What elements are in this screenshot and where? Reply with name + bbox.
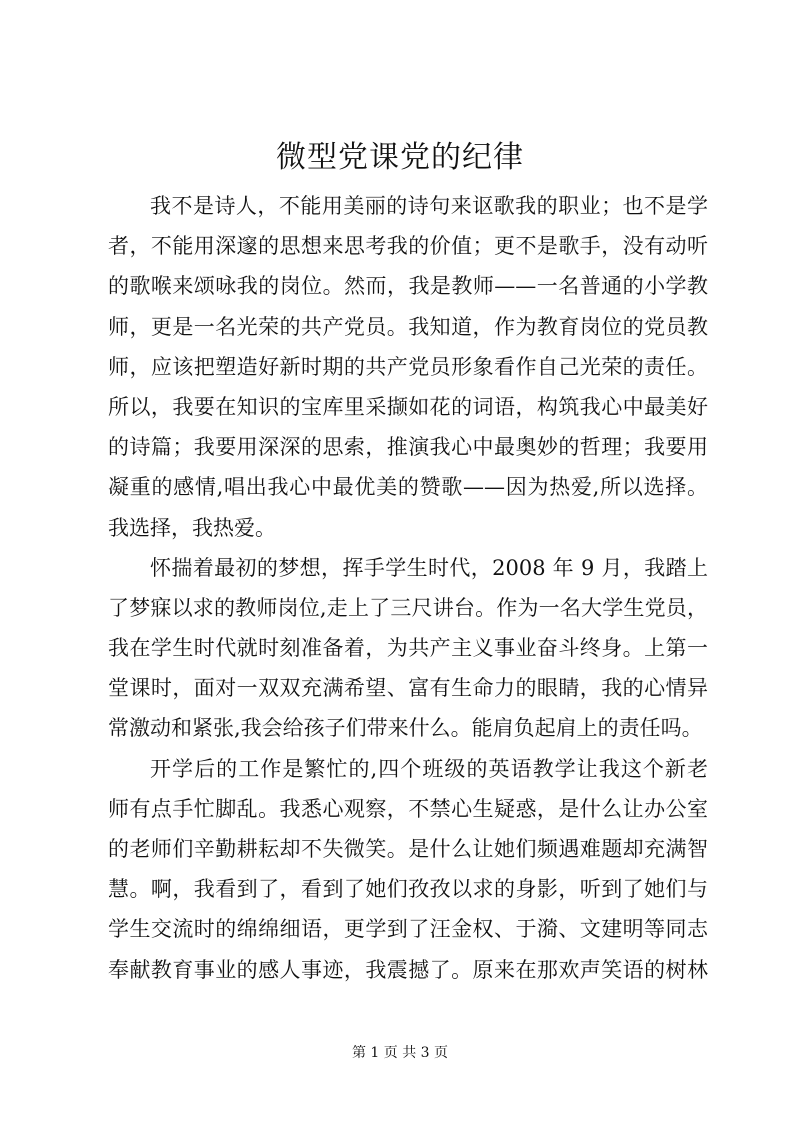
text-line: 学生交流时的绵绵细语，更学到了汪金权、于漪、文建明等同志	[108, 917, 708, 942]
text-line: 我不是诗人，不能用美丽的诗句来讴歌我的职业；也不是学	[150, 194, 708, 218]
page-footer: 第 1 页 共 3 页	[351, 1045, 449, 1061]
text-line: 怀揣着最初的梦想，挥手学生时代，2008 年 9 月，我踏上	[150, 555, 708, 580]
text-line: 我选择，我热爱。	[108, 515, 276, 540]
text-line: 慧。啊，我看到了，看到了她们孜孜以求的身影，听到了她们与	[108, 877, 708, 902]
text-line: 奉献教育事业的感人事迹，我震撼了。原来在那欢声笑语的树林	[108, 957, 708, 982]
page-title: 微型党课党的纪律	[276, 140, 524, 175]
text-line: 所以，我要在知识的宝库里采撷如花的词语，构筑我心中最美好	[108, 394, 708, 419]
text-line: 了梦寐以求的教师岗位,走上了三尺讲台。作为一名大学生党员，	[108, 595, 708, 620]
body-text	[108, 186, 708, 990]
text-line: 的歌喉来颂咏我的岗位。然而，我是教师——一名普通的小学教	[108, 274, 708, 299]
text-line: 凝重的感情,唱出我心中最优美的赞歌——因为热爱,所以选择。	[108, 475, 708, 500]
text-line: 堂课时，面对一双双充满希望、富有生命力的眼睛，我的心情异	[108, 676, 708, 701]
text-line: 的诗篇；我要用深深的思索，推演我心中最奥妙的哲理；我要用	[108, 435, 708, 460]
text-line: 师，更是一名光荣的共产党员。我知道，作为教育岗位的党员教	[108, 314, 708, 339]
text-line: 开学后的工作是繁忙的,四个班级的英语教学让我这个新老	[150, 756, 708, 781]
text-line: 师有点手忙脚乱。我悉心观察，不禁心生疑惑，是什么让办公室	[108, 796, 708, 821]
text-line: 我在学生时代就时刻准备着，为共产主义事业奋斗终身。上第一	[108, 636, 708, 661]
text-line: 者，不能用深邃的思想来思考我的价值；更不是歌手，没有动听	[108, 234, 708, 259]
text-line: 的老师们辛勤耕耘却不失微笑。是什么让她们频遇难题却充满智	[108, 837, 708, 861]
text-line: 师，应该把塑造好新时期的共产党员形象看作自己光荣的责任。	[108, 354, 708, 379]
text-line: 常激动和紧张,我会给孩子们带来什么。能肩负起肩上的责任吗。	[108, 716, 703, 741]
